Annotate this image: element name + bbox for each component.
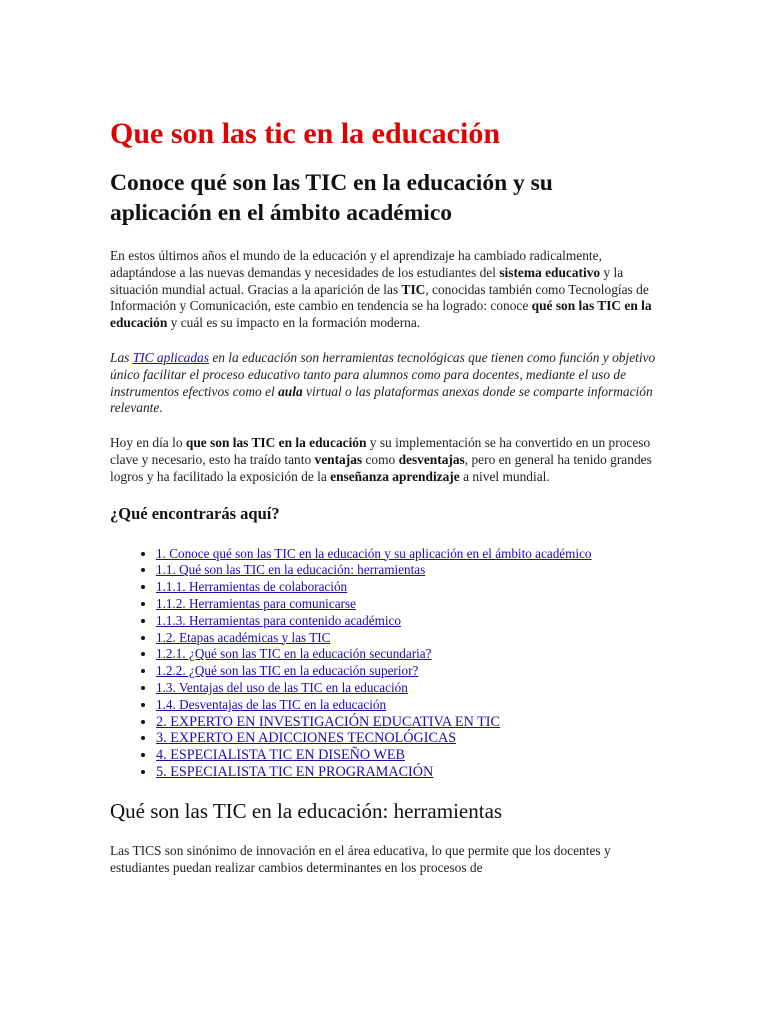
toc-link[interactable]: 3. EXPERTO EN ADICCIONES TECNOLÓGICAS bbox=[156, 730, 457, 747]
para2-text-3: virtual o las plataformas anexas donde se comparte información relevante. bbox=[110, 383, 653, 416]
para3-text-1: Hoy en día lo bbox=[110, 435, 186, 451]
article-content bbox=[110, 112, 658, 876]
implementation-paragraph bbox=[110, 435, 658, 485]
toc-link[interactable]: 5. ESPECIALISTA TIC EN PROGRAMACIÓN bbox=[156, 763, 434, 780]
table-of-contents bbox=[110, 546, 658, 781]
para3-bold-desventajas: desventajas bbox=[398, 451, 465, 467]
para2-bold-aula: aula bbox=[278, 383, 303, 399]
toc-link[interactable]: 2. EXPERTO EN INVESTIGACIÓN EDUCATIVA EN TIC bbox=[156, 713, 500, 730]
toc-item bbox=[156, 747, 658, 764]
toc-item bbox=[156, 546, 658, 563]
toc-link[interactable]: 1.1. Qué son las TIC en la educación: herramientas bbox=[156, 562, 426, 578]
intro-text-3: , conocidas también como Tecnologías de Información y Comunicación, este cambio en tendencia se ha logrado: conoce bbox=[110, 281, 649, 314]
toc-link[interactable]: 1.1.1. Herramientas de colaboración bbox=[156, 579, 348, 595]
page-title: Que son las tic en la educación bbox=[110, 117, 501, 150]
para3-text-4: , pero en general ha tenido grandes logros y ha facilitado la exposición de la bbox=[110, 451, 652, 484]
intro-bold-que-son: qué son las TIC en la educación bbox=[110, 298, 652, 331]
toc-item bbox=[156, 680, 658, 697]
para2-text-2: en la educación son herramientas tecnológicas que tienen como función y objetivo único facilitar el proceso educativo tanto para alumnos como para docentes, mediante el uso de instrumentos efectivos como el bbox=[110, 349, 656, 399]
para3-text-5: a nivel mundial. bbox=[459, 468, 550, 484]
para2-text-1: Las bbox=[110, 349, 133, 365]
toc-item bbox=[156, 596, 658, 613]
toc-item bbox=[156, 663, 658, 680]
intro-text-2: y la situación mundial actual. Gracias a la aparición de las bbox=[110, 264, 624, 297]
toc-heading: ¿Qué encontrarás aquí? bbox=[110, 503, 280, 523]
toc-link[interactable]: 4. ESPECIALISTA TIC EN DISEÑO WEB bbox=[156, 747, 405, 764]
tic-aplicadas-paragraph bbox=[110, 350, 658, 417]
intro-bold-tic: TIC bbox=[401, 281, 426, 297]
intro-bold-sistema-educativo: sistema educativo bbox=[499, 264, 601, 280]
para3-bold-ensenanza: enseñanza aprendizaje bbox=[330, 468, 460, 484]
toc-item bbox=[156, 714, 658, 731]
tic-aplicadas-link[interactable]: TIC aplicadas bbox=[132, 349, 209, 365]
article-subtitle: Conoce qué son las TIC en la educación y su aplicación en el ámbito académico bbox=[110, 170, 553, 226]
toc-link[interactable]: 1.3. Ventajas del uso de las TIC en la educación bbox=[156, 679, 408, 695]
intro-text-4: y cuál es su impacto en la formación moderna. bbox=[167, 315, 421, 331]
toc-item bbox=[156, 764, 658, 781]
section-heading-herramientas: Qué son las TIC en la educación: herramientas bbox=[110, 798, 503, 823]
para3-text-2: y su implementación se ha convertido en un proceso clave y necesario, esto ha traído tanto bbox=[110, 435, 651, 467]
toc-link[interactable]: 1. Conoce qué son las TIC en la educación y su aplicación en el ámbito académico bbox=[156, 545, 592, 561]
toc-item bbox=[156, 630, 658, 647]
toc-link[interactable]: 1.1.2. Herramientas para comunicarse bbox=[156, 595, 356, 611]
toc-link[interactable]: 1.1.3. Herramientas para contenido académico bbox=[156, 612, 401, 628]
toc-link[interactable]: 1.2.1. ¿Qué son las TIC en la educación secundaria? bbox=[156, 646, 432, 662]
toc-item bbox=[156, 613, 658, 630]
toc-item bbox=[156, 579, 658, 596]
toc-item bbox=[156, 562, 658, 579]
toc-link[interactable]: 1.4. Desventajas de las TIC en la educación bbox=[156, 696, 387, 712]
tics-paragraph: Las TICS son sinónimo de innovación en el área educativa, lo que permite que los docentes y estudiantes puedan realizar cambios determinantes en los procesos de bbox=[110, 842, 611, 875]
intro-paragraph bbox=[110, 248, 658, 332]
para3-bold-1: que son las TIC en la educación bbox=[185, 435, 367, 451]
para3-text-3: como bbox=[362, 451, 399, 467]
toc-item bbox=[156, 697, 658, 714]
toc-item bbox=[156, 646, 658, 663]
intro-text-1: En estos últimos años el mundo de la educación y el aprendizaje ha cambiado radicalmente, adaptándose a las nuevas demandas y necesidades de los estudiantes del bbox=[110, 248, 602, 280]
toc-item bbox=[156, 730, 658, 747]
para3-bold-ventajas: ventajas bbox=[314, 451, 363, 467]
toc-link[interactable]: 1.2.2. ¿Qué son las TIC en la educación superior? bbox=[156, 663, 419, 679]
toc-link[interactable]: 1.2. Etapas académicas y las TIC bbox=[156, 629, 331, 645]
